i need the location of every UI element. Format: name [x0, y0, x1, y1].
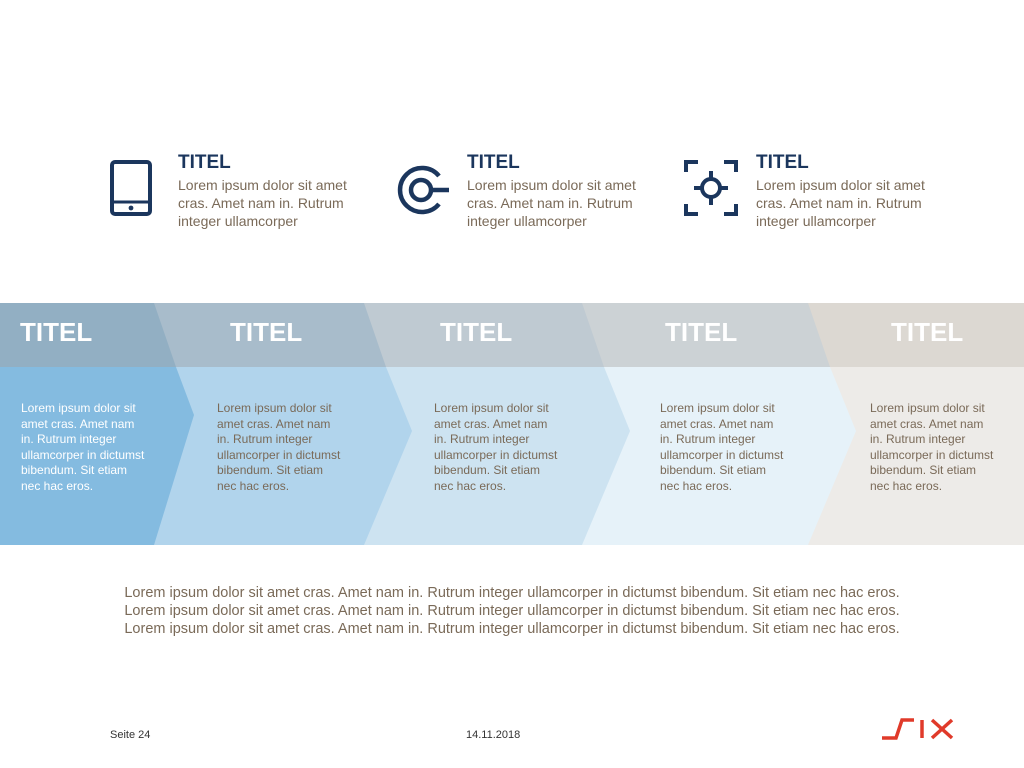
tablet-icon: [106, 156, 162, 220]
phase-text: Lorem ipsum dolor sit amet cras. Amet nam in. Rutrum integer ullamcorper in dictumst bibendum. Sit etiam nec hac eros.: [660, 401, 784, 493]
feature-item: [467, 152, 667, 230]
six-logo-icon: [880, 716, 958, 742]
phase-title: TITEL: [230, 317, 303, 347]
feature-title: TITEL: [756, 152, 809, 173]
phase-title: TITEL: [20, 317, 93, 347]
feature-text: Lorem ipsum dolor sit amet cras. Amet nam in. Rutrum integer ullamcorper: [756, 177, 925, 229]
feature-item: [178, 152, 378, 230]
feature-text: Lorem ipsum dolor sit amet cras. Amet nam in. Rutrum integer ullamcorper: [467, 177, 636, 229]
phase-text: Lorem ipsum dolor sit amet cras. Amet nam in. Rutrum integer ullamcorper in dictumst bibendum. Sit etiam nec hac eros.: [870, 401, 994, 493]
phase-title: TITEL: [665, 317, 738, 347]
phase-text: Lorem ipsum dolor sit amet cras. Amet nam in. Rutrum integer ullamcorper in dictumst bibendum. Sit etiam nec hac eros.: [217, 401, 341, 493]
summary-text: Lorem ipsum dolor sit amet cras. Amet nam in. Rutrum integer ullamcorper in dictumst bibendum. Sit etiam nec hac eros. Lorem ipsum dolor sit amet cras. Amet nam in. Rutrum integer ullamcorper in dictumst bibendum. Sit etiam nec hac eros. Lorem ipsum dolor sit amet cras. Amet nam in. Rutrum integer ullamcorper in dictumst bibendum. Sit etiam nec hac eros.: [124, 585, 900, 637]
cloud-connect-icon: [395, 156, 451, 220]
feature-text: Lorem ipsum dolor sit amet cras. Amet nam in. Rutrum integer ullamcorper: [178, 177, 347, 229]
phase-title: TITEL: [891, 317, 964, 347]
feature-title: TITEL: [178, 152, 231, 173]
target-icon: [684, 156, 740, 220]
feature-item: [756, 152, 956, 230]
footer-date: 14.11.2018: [466, 729, 521, 741]
page-number: Seite 24: [110, 729, 151, 741]
phase-title: TITEL: [440, 317, 513, 347]
phase-text: Lorem ipsum dolor sit amet cras. Amet nam in. Rutrum integer ullamcorper in dictumst bibendum. Sit etiam nec hac eros.: [434, 401, 558, 493]
phase-text: Lorem ipsum dolor sit amet cras. Amet nam in. Rutrum integer ullamcorper in dictumst bibendum. Sit etiam nec hac eros.: [21, 401, 145, 493]
feature-title: TITEL: [467, 152, 520, 173]
